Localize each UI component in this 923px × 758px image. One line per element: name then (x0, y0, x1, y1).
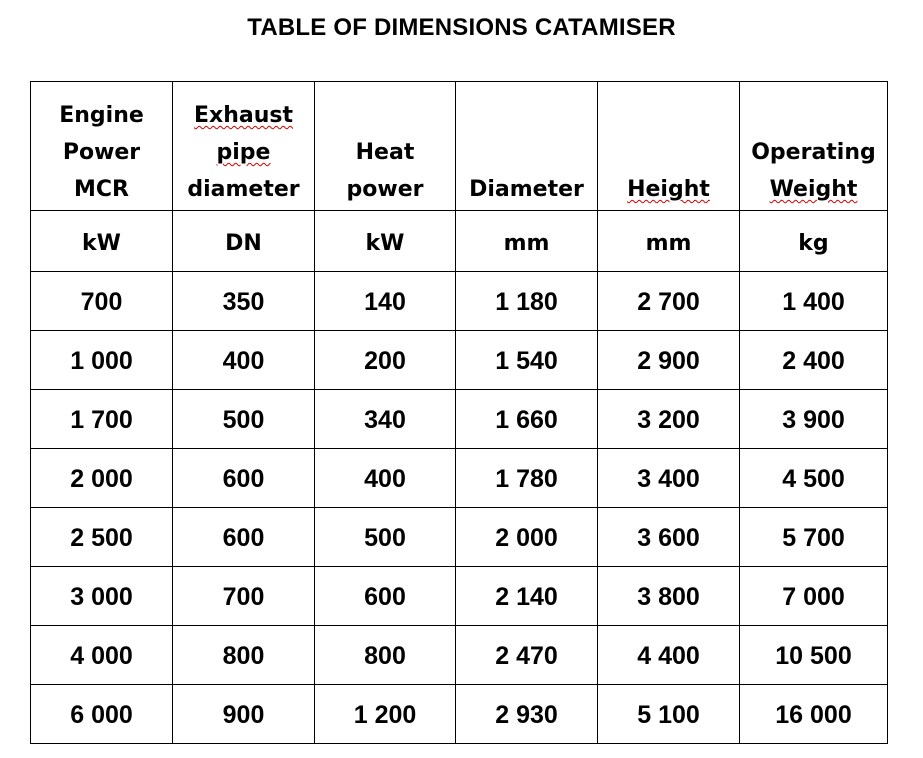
header-heat-power (315, 82, 456, 211)
table-cell: 2 400 (740, 331, 888, 390)
table-cell: 600 (315, 567, 456, 626)
header-line: Heat (355, 140, 415, 165)
unit-cell: kg (740, 211, 888, 272)
table-cell: 2 000 (31, 449, 173, 508)
unit-cell: kW (31, 211, 173, 272)
table-cell: 200 (315, 331, 456, 390)
table-row (31, 567, 888, 626)
table-cell: 4 500 (740, 449, 888, 508)
table-cell: 2 930 (456, 685, 598, 744)
unit-row (31, 211, 888, 272)
header-engine-power (31, 82, 173, 211)
table-cell: 6 000 (31, 685, 173, 744)
table-cell: 16 000 (740, 685, 888, 744)
table-cell: 2 000 (456, 508, 598, 567)
table-cell: 800 (173, 626, 315, 685)
header-line: Exhaust (194, 103, 293, 128)
header-line: power (346, 177, 424, 202)
table-cell: 1 700 (31, 390, 173, 449)
table-row (31, 272, 888, 331)
unit-cell: mm (598, 211, 740, 272)
table-cell: 500 (173, 390, 315, 449)
header-line: Diameter (469, 177, 584, 202)
table-cell: 400 (173, 331, 315, 390)
header-row (31, 82, 888, 211)
table-cell: 3 000 (31, 567, 173, 626)
table-cell: 3 800 (598, 567, 740, 626)
table-cell: 340 (315, 390, 456, 449)
table-cell: 3 900 (740, 390, 888, 449)
table-cell: 140 (315, 272, 456, 331)
table-cell: 2 700 (598, 272, 740, 331)
table-cell: 1 660 (456, 390, 598, 449)
table-cell: 600 (173, 449, 315, 508)
header-line: Operating (751, 140, 876, 165)
header-line: Height (627, 177, 710, 202)
table-cell: 2 500 (31, 508, 173, 567)
table-cell: 5 700 (740, 508, 888, 567)
unit-cell: kW (315, 211, 456, 272)
unit-cell: mm (456, 211, 598, 272)
table-cell: 1 000 (31, 331, 173, 390)
table-cell: 800 (315, 626, 456, 685)
table-cell: 5 100 (598, 685, 740, 744)
unit-cell: DN (173, 211, 315, 272)
header-line: diameter (187, 177, 300, 202)
table-cell: 2 900 (598, 331, 740, 390)
table-cell: 10 500 (740, 626, 888, 685)
table-cell: 700 (173, 567, 315, 626)
table-cell: 900 (173, 685, 315, 744)
table-cell: 4 400 (598, 626, 740, 685)
table-cell: 400 (315, 449, 456, 508)
table-row (31, 390, 888, 449)
table-row (31, 685, 888, 744)
table-cell: 1 540 (456, 331, 598, 390)
header-line: Engine (59, 103, 144, 128)
table-cell: 1 200 (315, 685, 456, 744)
header-operating-weight (740, 82, 888, 211)
table-cell: 3 400 (598, 449, 740, 508)
page-title: TABLE OF DIMENSIONS CATAMISER (247, 14, 676, 41)
table-row (31, 626, 888, 685)
dimensions-table (30, 81, 888, 744)
header-line: Weight (769, 177, 858, 202)
table-cell: 700 (31, 272, 173, 331)
table-cell: 3 600 (598, 508, 740, 567)
header-line: MCR (74, 177, 129, 202)
header-diameter (456, 82, 598, 211)
table-cell: 500 (315, 508, 456, 567)
header-line: pipe (216, 140, 271, 165)
table-cell: 3 200 (598, 390, 740, 449)
table-cell: 600 (173, 508, 315, 567)
header-height (598, 82, 740, 211)
table-cell: 2 140 (456, 567, 598, 626)
table-cell: 1 180 (456, 272, 598, 331)
table-cell: 7 000 (740, 567, 888, 626)
table-cell: 1 780 (456, 449, 598, 508)
table-cell: 350 (173, 272, 315, 331)
table-row (31, 449, 888, 508)
table-cell: 4 000 (31, 626, 173, 685)
header-line: Power (62, 140, 141, 165)
table-cell: 1 400 (740, 272, 888, 331)
table-cell: 2 470 (456, 626, 598, 685)
header-exhaust-pipe-diameter (173, 82, 315, 211)
table-row (31, 508, 888, 567)
table-row (31, 331, 888, 390)
